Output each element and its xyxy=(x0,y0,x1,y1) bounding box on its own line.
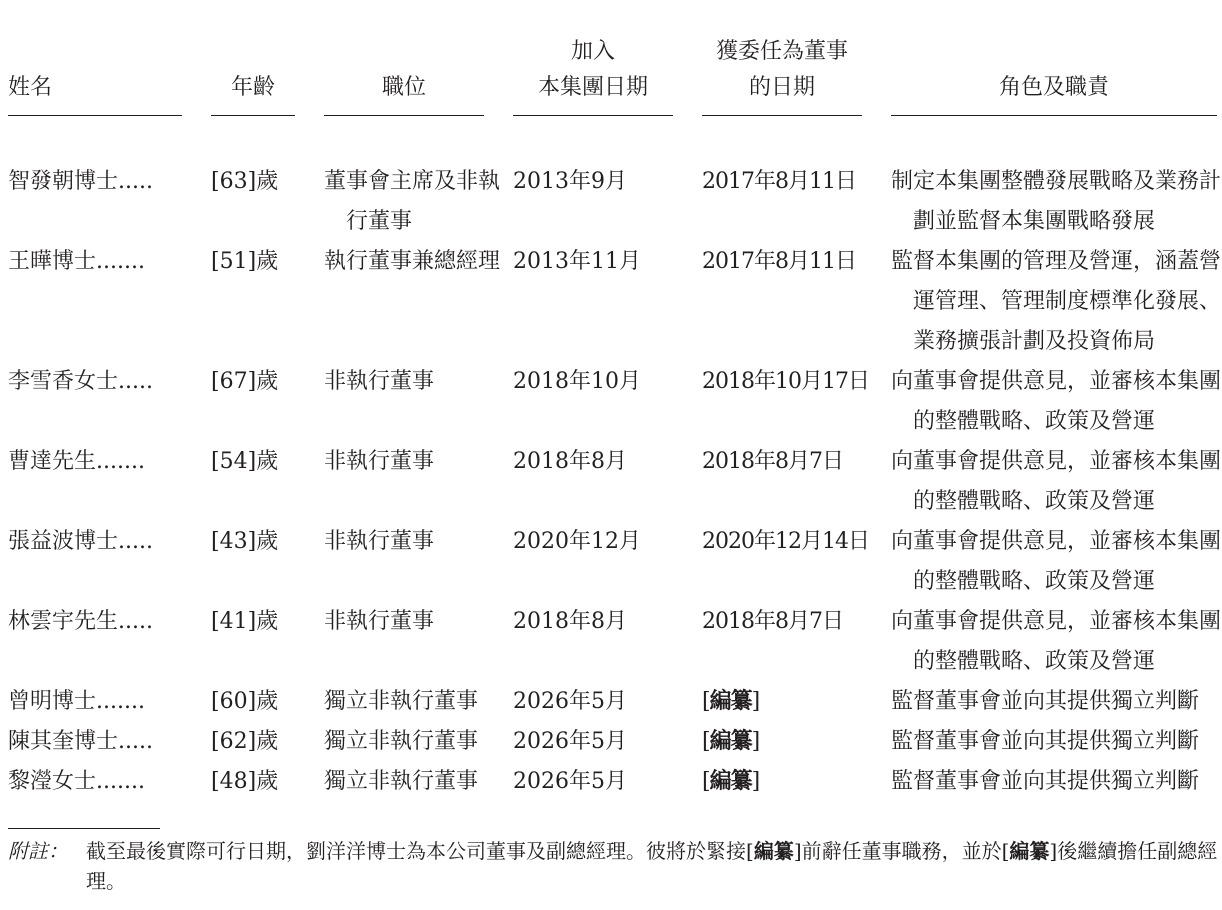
header-name: 姓名 xyxy=(8,36,182,116)
roles-responsibilities: 向董事會提供意見，並審核本集團的整體戰略、政策及營運 xyxy=(891,609,1222,674)
director-name: 王曄博士....... xyxy=(8,249,145,274)
director-name: 陳其奎博士..... xyxy=(8,729,153,754)
appointment-date: 2017年8月11日 xyxy=(702,169,856,194)
director-position: 非執行董事 xyxy=(324,609,435,634)
roles-responsibilities: 向董事會提供意見，並審核本集團的整體戰略、政策及營運 xyxy=(891,369,1222,434)
table-row xyxy=(0,442,1222,522)
header-rule xyxy=(324,115,484,116)
join-date: 2018年8月 xyxy=(513,609,627,634)
director-age: [62]歲 xyxy=(211,729,279,754)
director-position: 非執行董事 xyxy=(324,529,435,554)
join-date: 2026年5月 xyxy=(513,689,627,714)
director-age: [60]歲 xyxy=(211,689,279,714)
roles-responsibilities: 向董事會提供意見，並審核本集團的整體戰略、政策及營運 xyxy=(891,449,1222,514)
join-date: 2018年10月 xyxy=(513,369,641,394)
appointment-date: 2020年12月14日 xyxy=(702,529,869,554)
header-age: 年齡 xyxy=(211,36,295,116)
appointment-date: [編纂] xyxy=(702,729,760,754)
director-name: 曹達先生....... xyxy=(8,449,145,474)
appointment-date: 2018年8月7日 xyxy=(702,609,843,634)
director-name: 黎瀅女士....... xyxy=(8,769,145,794)
roles-responsibilities: 監督董事會並向其提供獨立判斷 xyxy=(891,769,1200,794)
table-row xyxy=(0,722,1222,762)
header-rule xyxy=(891,115,1217,116)
roles-responsibilities: 向董事會提供意見，並審核本集團的整體戰略、政策及營運 xyxy=(891,529,1222,594)
director-position: 非執行董事 xyxy=(324,369,435,394)
appointment-date: [編纂] xyxy=(702,769,760,794)
director-age: [67]歲 xyxy=(211,369,279,394)
join-date: 2020年12月 xyxy=(513,529,641,554)
director-name: 張益波博士..... xyxy=(8,529,153,554)
table-row xyxy=(0,602,1222,682)
director-table xyxy=(0,162,1222,802)
roles-responsibilities: 制定本集團整體發展戰略及業務計劃並監督本集團戰略發展 xyxy=(891,169,1222,234)
footnote-divider xyxy=(8,828,160,829)
join-date: 2013年11月 xyxy=(513,249,641,274)
director-name: 李雪香女士..... xyxy=(8,369,153,394)
director-age: [43]歲 xyxy=(211,529,279,554)
roles-responsibilities: 監督董事會並向其提供獨立判斷 xyxy=(891,729,1200,754)
join-date: 2026年5月 xyxy=(513,729,627,754)
roles-responsibilities: 監督董事會並向其提供獨立判斷 xyxy=(891,689,1200,714)
director-position: 獨立非執行董事 xyxy=(324,689,479,714)
table-row xyxy=(0,762,1222,802)
table-row xyxy=(0,162,1222,242)
header-roles: 角色及職責 xyxy=(891,36,1217,116)
director-name: 林雲宇先生..... xyxy=(8,609,153,634)
table-row xyxy=(0,682,1222,722)
director-position: 執行董事兼總經理 xyxy=(324,249,501,274)
header-rule xyxy=(702,115,862,116)
header-join-date: 加入 本集團日期 xyxy=(513,36,673,116)
header-rule xyxy=(8,115,182,116)
header-position: 職位 xyxy=(324,36,484,116)
join-date: 2026年5月 xyxy=(513,769,627,794)
table-row xyxy=(0,242,1222,362)
join-date: 2013年9月 xyxy=(513,169,627,194)
join-date: 2018年8月 xyxy=(513,449,627,474)
appointment-date: [編纂] xyxy=(702,689,760,714)
director-age: [41]歲 xyxy=(211,609,279,634)
table-row xyxy=(0,522,1222,602)
director-name: 智發朝博士..... xyxy=(8,169,153,194)
table-row xyxy=(0,362,1222,442)
director-position: 董事會主席及非執行董事 xyxy=(324,169,501,234)
footnote-text: 截至最後實際可行日期，劉洋洋博士為本公司董事及副總經理。彼將於緊接[編纂]前辭任董事職務，並於[編纂]後繼續擔任副總經理。 xyxy=(86,839,1218,893)
header-appoint-date: 獲委任為董事 的日期 xyxy=(702,36,862,116)
director-age: [63]歲 xyxy=(211,169,279,194)
director-position: 非執行董事 xyxy=(324,449,435,474)
roles-responsibilities: 監督本集團的管理及營運，涵蓋營運管理、管理制度標準化發展、業務擴張計劃及投資佈局 xyxy=(891,249,1222,354)
director-age: [54]歲 xyxy=(211,449,279,474)
director-age: [48]歲 xyxy=(211,769,279,794)
director-name: 曾明博士....... xyxy=(8,689,145,714)
footnote-label: 附註： xyxy=(8,839,68,863)
header-rule xyxy=(513,115,673,116)
appointment-date: 2018年10月17日 xyxy=(702,369,869,394)
director-position: 獨立非執行董事 xyxy=(324,729,479,754)
director-age: [51]歲 xyxy=(211,249,279,274)
appointment-date: 2018年8月7日 xyxy=(702,449,843,474)
header-rule xyxy=(211,115,295,116)
director-position: 獨立非執行董事 xyxy=(324,769,479,794)
appointment-date: 2017年8月11日 xyxy=(702,249,856,274)
